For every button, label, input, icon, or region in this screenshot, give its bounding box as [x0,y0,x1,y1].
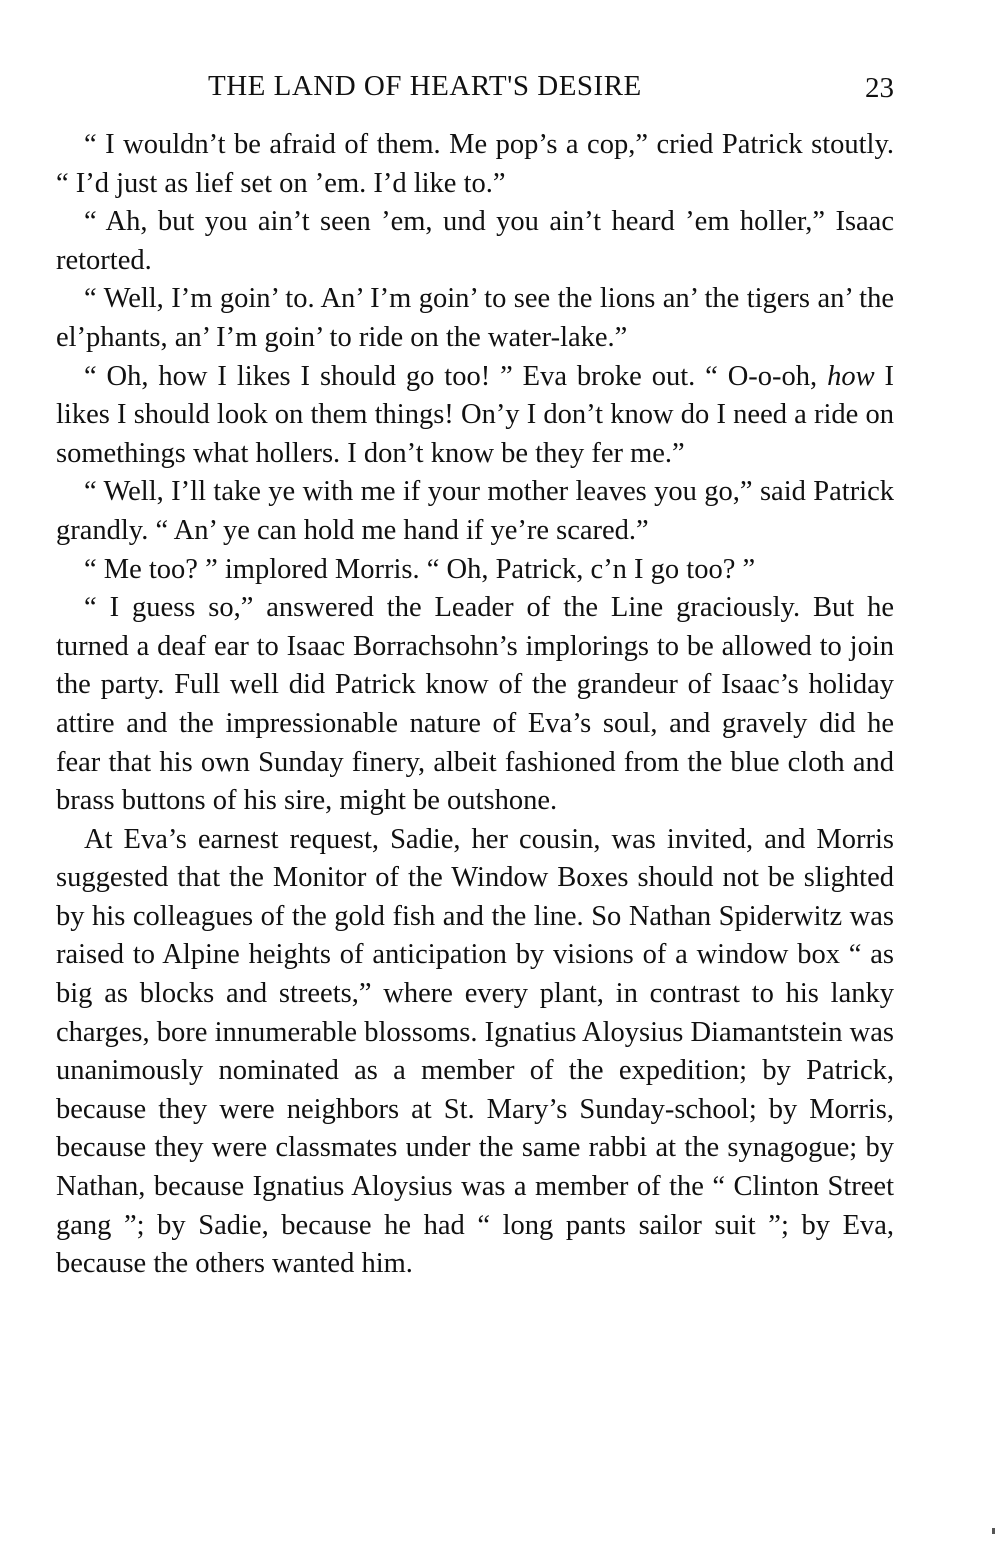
paragraph: “ I guess so,” answered the Leader of the Line graciously. But he turned a deaf ear to Isaac Borrachsohn’s implorings to be allowed to join the party. Full well did Patrick know of the grandeur of Isaac’s holiday attire and the impressionable nature of Eva’s soul, and gravely did he fear that his own Sunday finery, albeit fashioned from the blue cloth and brass buttons of his sire, might be outshone. [56,592,894,817]
paragraph: “ Well, I’ll take ye with me if your mother leaves you go,” said Patrick grandly. “ An’ ye can hold me hand if ye’re scared.” [56,476,894,546]
book-page [56,70,894,1284]
scan-speck [992,1528,995,1534]
paragraph-text: “ Oh, how I likes I should go too! ” Eva broke out. “ O-o-oh, [84,360,828,392]
emphasized-word: how [827,360,875,392]
paragraph: “ I wouldn’t be afraid of them. Me pop’s a cop,” cried Patrick stoutly. “ I’d just as lief set on ’em. I’d like to.” [56,129,894,199]
paragraph: “ Ah, but you ain’t seen ’em, und you ain’t heard ’em holler,” Isaac retorted. [56,206,894,276]
paragraph: At Eva’s earnest request, Sadie, her cousin, was invited, and Morris suggested that the Monitor of the Window Boxes should not be slighted by his colleagues of the gold fish and the line. So Nathan Spiderwitz was raised to Alpine heights of anticipation by visions of a window box “ as big as blocks and streets,” where every plant, in contrast to his lanky charges, bore innumerable blossoms. Ignatius Aloysius Diamantstein was unanimously nominated as a member of the expedition; by Patrick, because they were neighbors at St. Mary’s Sunday-school; by Morris, because they were classmates under the same rabbi at the synagogue; by Nathan, because Ignatius Aloysius was a member of the “ Clinton Street gang ”; by Sadie, because he had “ long pants sailor suit ”; by Eva, because the others wanted him. [56,823,894,1280]
paragraph: “ Me too? ” implored Morris. “ Oh, Patrick, c’n I go too? ” [84,553,756,585]
page-number: 23 [865,72,894,104]
page-header [56,70,894,114]
running-title: THE LAND OF HEART'S DESIRE [208,70,642,102]
paragraph: “ Well, I’m goin’ to. An’ I’m goin’ to see the lions an’ the tigers an’ the el’phants, an’ I’m goin’ to ride on the water-lake.” [56,283,894,353]
paragraph [56,358,894,474]
paragraph-text: I likes I should look on them things! On’y I don’t know do I need a ride on somethings what hollers. I don’t know be they fer me.” [56,360,894,469]
